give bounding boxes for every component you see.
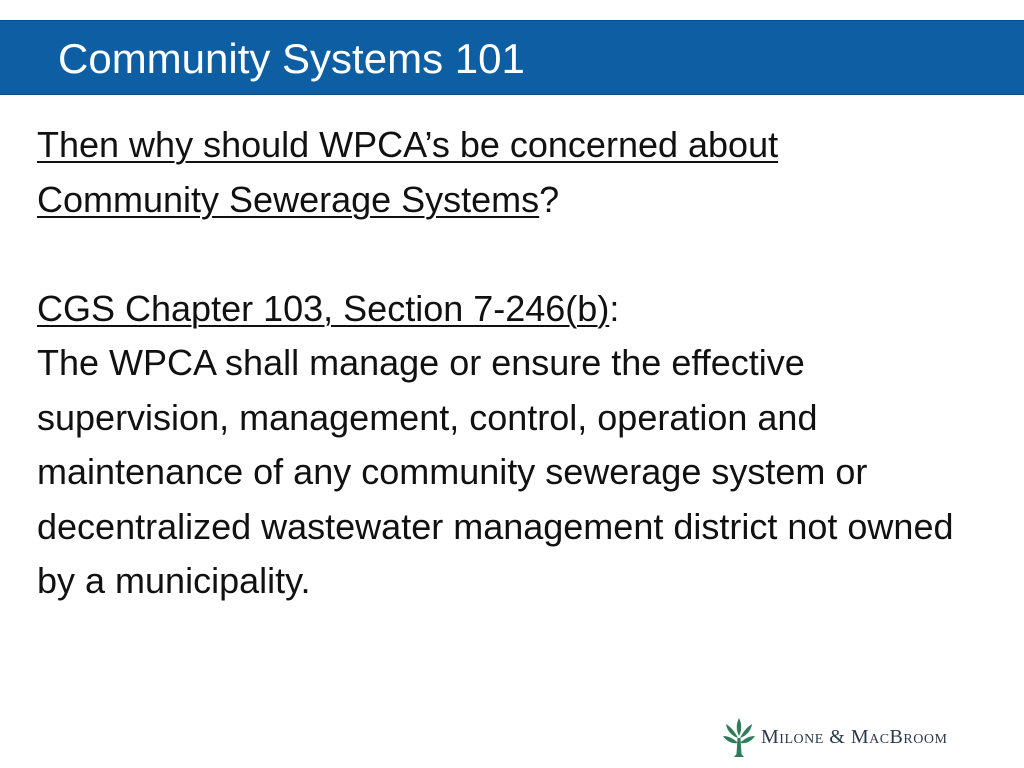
logo-text: Milone & MacBroom [761, 725, 948, 748]
question-mark: ? [539, 178, 560, 220]
citation-colon: : [609, 287, 620, 329]
title-bar [0, 20, 1024, 95]
citation-text: CGS Chapter 103, Section 7-246(b) [37, 287, 610, 329]
tree-logo-icon [722, 716, 756, 758]
question-text-1: Then why should WPCA’s be concerned about [37, 124, 779, 165]
question-line-2 [37, 173, 997, 228]
slide-title: Community Systems 101 [58, 35, 525, 82]
spacer [37, 227, 997, 282]
statute-body: The WPCA shall manage or ensure the effective supervision, management, control, operation and maintenance of any community sewerage system or decentralized wastewater management district not owned by a municipality. [37, 342, 954, 601]
citation-line [37, 282, 997, 337]
question-line-1 [37, 118, 997, 173]
question-text-2: Community Sewerage Systems [37, 178, 540, 220]
company-logo [722, 715, 947, 759]
slide-content [37, 118, 997, 609]
